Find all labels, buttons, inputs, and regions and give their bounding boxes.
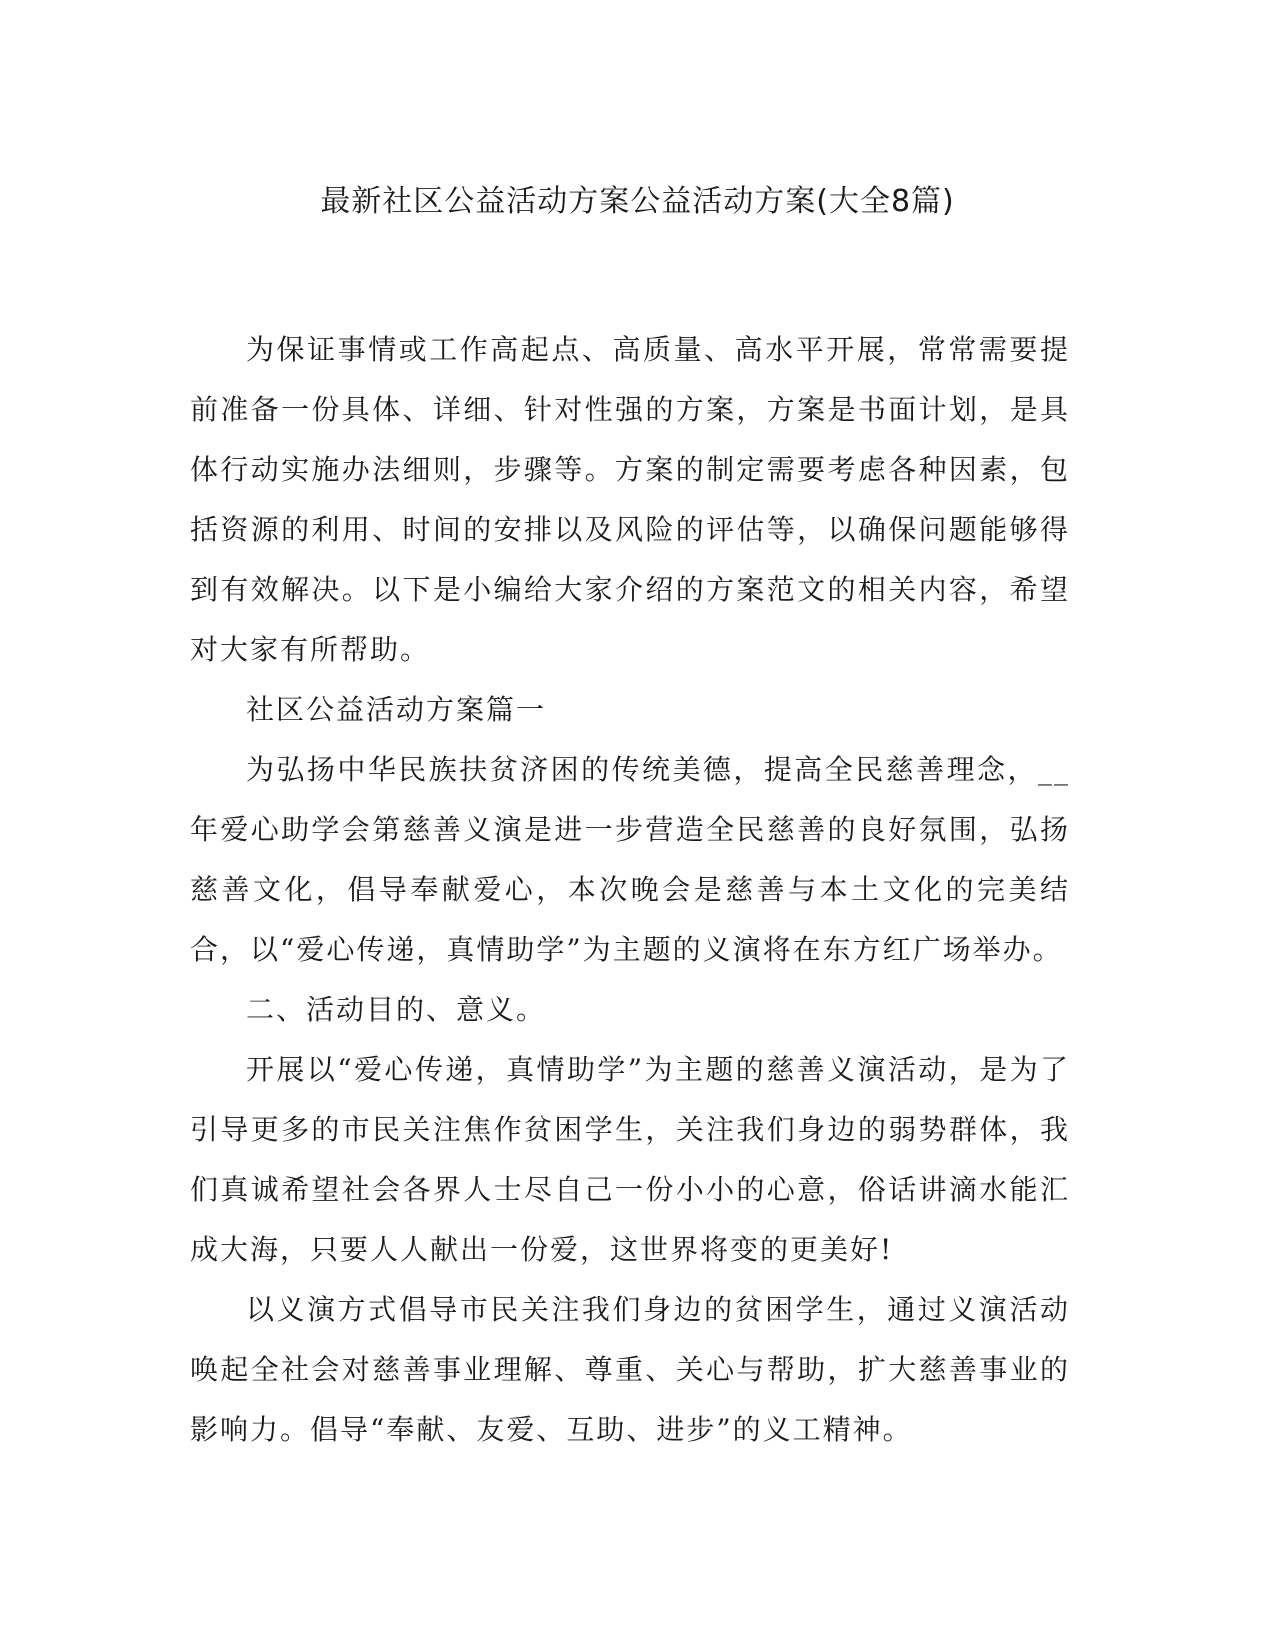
body-paragraph: 以义演方式倡导市民关注我们身边的贫困学生，通过义演活动唤起全社会对慈善事业理解、尊重、关心与帮助，扩大慈善事业的影响力。倡导“奉献、友爱、互助、进步”的义工精神。 (190, 1293, 1070, 1446)
document-title: 最新社区公益活动方案公益活动方案(大全8篇) (320, 184, 955, 219)
subsection-heading: 二、活动目的、意义。 (246, 993, 547, 1026)
intro-paragraph: 为保证事情或工作高起点、高质量、高水平开展，常常需要提前准备一份具体、详细、针对性强的方案，方案是书面计划，是具体行动实施办法细则，步骤等。方案的制定需要考虑各种因素，包括资源的利用、时间的安排以及风险的评估等，以确保问题能够得到有效解决。以下是小编给大家介绍的方案范文的相关内容，希望对大家有所帮助。 (190, 333, 1070, 666)
body-paragraph: 为弘扬中华民族扶贫济困的传统美德，提高全民慈善理念，__年爱心助学会第慈善义演是进一步营造全民慈善的良好氛围，弘扬慈善文化，倡导奉献爱心，本次晚会是慈善与本土文化的完美结合，以“爱心传递，真情助学”为主题的义演将在东方红广场举办。 (190, 753, 1070, 966)
section-heading: 社区公益活动方案篇一 (246, 693, 547, 726)
body-paragraph: 开展以“爱心传递，真情助学”为主题的慈善义演活动，是为了引导更多的市民关注焦作贫困学生，关注我们身边的弱势群体，我们真诚希望社会各界人士尽自己一份小小的心意，俗话讲滴水能汇成大海，只要人人献出一份爱，这世界将变的更美好! (190, 1053, 1070, 1266)
document-body (190, 320, 1070, 1460)
